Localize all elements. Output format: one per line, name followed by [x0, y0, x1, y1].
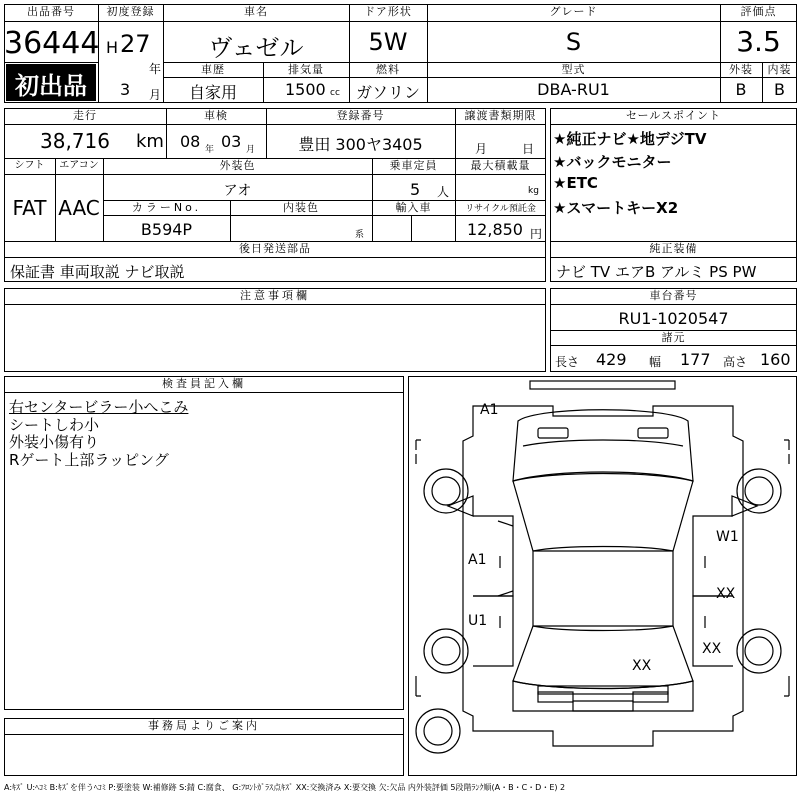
reg-year-label: 初度登録 [106, 5, 155, 18]
height-label: 高さ [723, 355, 748, 369]
inspection-month: 03 [221, 132, 242, 151]
color: アオ [223, 183, 252, 199]
notes-label: 注意事項欄 [240, 289, 310, 302]
inspector-line-4: Rゲート上部ラッピング [9, 451, 169, 469]
mileage-label: 走行 [73, 109, 97, 122]
car-name-label: 車名 [244, 5, 268, 18]
exterior-grade: B [735, 80, 747, 99]
inspector-line-1: 右センタービラー小へこみ [9, 398, 189, 416]
interior-label: 内装 [767, 63, 792, 76]
inspection-label: 車検 [204, 109, 228, 122]
exterior-label: 外装 [729, 63, 753, 76]
sales-point-2: ★バックモニター [553, 153, 672, 171]
car-name: ヴェゼル [208, 34, 304, 62]
shift-label: シフト [14, 160, 45, 171]
color-no-label: カラーNo. [131, 201, 202, 214]
mark-xx-2: XX [702, 641, 722, 657]
capacity-label: 乗車定員 [389, 159, 438, 172]
later-parts-label: 後日発送部品 [239, 242, 311, 255]
sales-point-4: ★スマートキーX2 [553, 199, 679, 217]
first-listing-text: 初出品 [15, 72, 87, 100]
mileage-unit: km [136, 131, 164, 152]
history: 自家用 [188, 83, 237, 102]
inspector-label: 検査員記入欄 [162, 377, 246, 390]
office-label: 事務局よりご案内 [148, 719, 260, 732]
mark-a1-front: A1 [480, 402, 499, 418]
reg-year: 27 [120, 30, 151, 58]
equipment-label: 純正装備 [649, 242, 698, 255]
later-parts: 保証書 車両取説 ナビ取説 [10, 263, 185, 281]
shift: FAT [12, 196, 47, 220]
chassis-label: 車台番号 [649, 289, 698, 302]
transfer-day: 日 [522, 142, 535, 156]
mark-a1-left: A1 [468, 552, 487, 568]
displacement-unit: cc [330, 88, 340, 98]
capacity: 5 [410, 180, 421, 199]
interior-grade: B [774, 80, 785, 99]
score: 3.5 [736, 25, 781, 58]
legend: A:ｷｽﾞ U:ﾍｺﾐ B:ｷｽﾞを伴うﾍｺﾐ P:要塗装 W:補修跡 S:錆 C:腐食、 G:ﾌﾛﾝﾄｶﾞﾗｽ点ｷｽﾞ XX:交換済み X:要交換 欠:欠品 内外装評価 5段階ﾗﾝｸ順(A・B・C・D・E) 2 [4, 783, 566, 792]
sales-point-3: ★ETC [553, 174, 598, 192]
model: DBA-RU1 [537, 80, 610, 99]
fuel-label: 燃料 [376, 63, 400, 76]
interior-color-label: 内装色 [283, 201, 319, 214]
history-label: 車歴 [201, 63, 225, 76]
displacement-label: 排気量 [288, 63, 324, 76]
lot-label: 出品番号 [27, 5, 75, 18]
fuel: ガソリン [355, 83, 420, 102]
inspector-line-2: シートしわ小 [9, 416, 100, 434]
inspection-month-unit: 月 [246, 145, 256, 155]
load-label: 最大積載量 [470, 159, 531, 172]
month-unit: 月 [149, 88, 162, 102]
transfer-month: 月 [475, 142, 488, 156]
height: 160 [760, 350, 791, 369]
reg-number-label: 登録番号 [336, 109, 385, 122]
color-no: B594P [140, 220, 193, 239]
width: 177 [680, 350, 711, 369]
mark-u1: U1 [468, 613, 488, 629]
import-label: 輸入車 [395, 201, 432, 214]
load-unit: kg [528, 186, 539, 196]
interior-color-unit: 系 [355, 230, 365, 240]
car-diagram [408, 376, 797, 776]
recycle-unit: 円 [530, 227, 543, 241]
grade: S [565, 28, 582, 56]
score-label: 評価点 [740, 5, 777, 18]
dims-label: 諸元 [661, 331, 686, 344]
equipment: ナビ TV エアB アルミ PS PW [556, 263, 757, 281]
mark-xx-3: XX [632, 658, 652, 674]
grade-label: グレード [549, 5, 598, 18]
length: 429 [596, 350, 627, 369]
sales-point-1: ★純正ナビ★地デジTV [553, 130, 707, 148]
displacement: 1500 [285, 80, 326, 99]
ac: AAC [58, 196, 100, 220]
model-label: 型式 [561, 63, 586, 76]
inspection-year-unit: 年 [205, 145, 215, 155]
year-unit: 年 [149, 62, 162, 76]
length-label: 長さ [555, 355, 580, 369]
door-label: ドア形状 [364, 5, 412, 18]
recycle: 12,850 [467, 220, 523, 239]
inspector-line-3: 外装小傷有り [9, 433, 100, 451]
ac-label: エアコン [59, 160, 99, 171]
width-label: 幅 [649, 355, 662, 369]
lot-number: 36444 [4, 26, 100, 61]
door-type: 5W [368, 28, 408, 56]
inspection-year: 08 [180, 132, 201, 151]
mileage: 38,716 [40, 129, 110, 153]
color-label: 外装色 [219, 159, 256, 172]
chassis-number: RU1-1020547 [618, 309, 729, 328]
reg-number: 豊田 300ヤ3405 [298, 135, 423, 154]
reg-month: 3 [120, 80, 131, 99]
sales-points-label: セールスポイント [625, 109, 721, 122]
capacity-unit: 人 [437, 185, 450, 199]
mark-xx-1: XX [716, 586, 736, 602]
era: H [106, 38, 119, 57]
recycle-label: リサイクル預託金 [465, 204, 536, 214]
transfer-label: 譲渡書類期限 [464, 109, 537, 122]
mark-w1: W1 [716, 529, 739, 545]
